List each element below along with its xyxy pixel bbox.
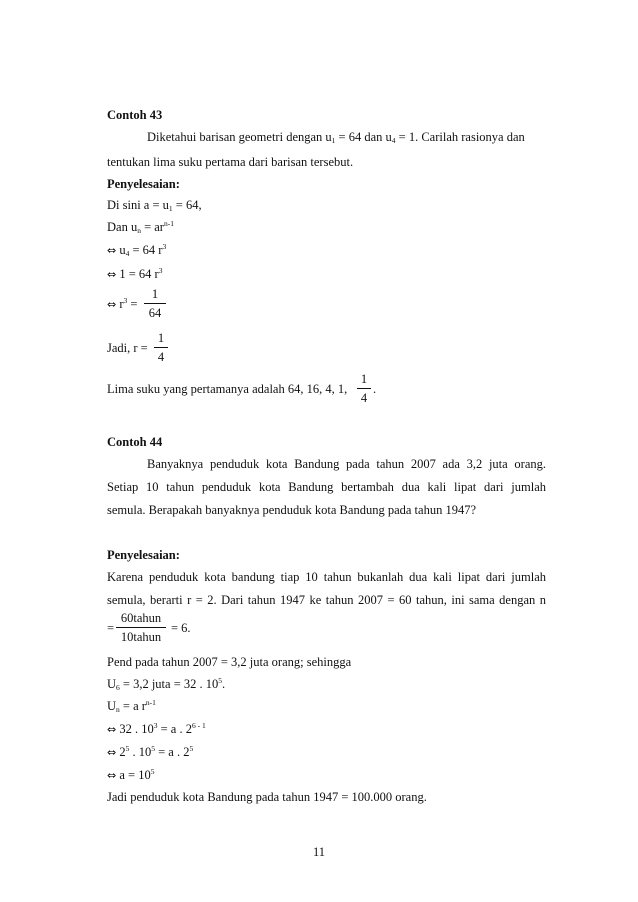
step-2-5-times-10-5: ⇔ $2^5$ . $10^5 = a$ . $2^5$ [107,744,194,759]
example-44-conclusion: Jadi penduduk kota Bandung pada tahun 1947 = 100.000 orang. [107,790,427,804]
example-44-solution-heading: Penyelesaian: [107,548,180,562]
fraction-1-over-4: 1 4 [154,331,168,364]
equivalence-arrow-icon: ⇔ [107,769,117,782]
terms-period: . [373,382,377,396]
conclusion-r-value: Jadi, r = [107,341,148,355]
u6-value: $U_6 = 3,2$ juta = 32 . $10^5$. [107,676,226,692]
step-u4-equation: ⇔ $u_4 = 64$ $r^3$ [107,242,167,258]
equals-sign: = [107,621,115,635]
n-result: = 6. [171,621,191,635]
equivalence-arrow-icon: ⇔ [107,723,117,736]
equivalence-arrow-icon: ⇔ [107,244,117,257]
fraction-1-over-64: 1 64 [144,287,166,320]
example-44-problem-line-1: Banyaknya penduduk kota Bandung pada tahun 2007 ada 3,2 juta orang. [147,457,546,471]
equivalence-arrow-icon: ⇔ [107,268,117,281]
example-43-problem-line-2: tentukan lima suku pertama dari barisan tersebut. [107,155,354,169]
step-32-times-10-3: ⇔ 32 . $10^3 = a$ . 2$^{6 - 1}$ [107,721,206,736]
example-44-title: Contoh 44 [107,435,163,449]
example-43-title: Contoh 43 [107,108,163,122]
example-43-solution-heading: Penyelesaian: [107,177,180,191]
step-r3-equation: ⇔ $r^3$ = [107,296,138,311]
population-2007: Pend pada tahun 2007 = 3,2 juta orang; sehingga [107,655,352,669]
example-44-problem-line-2: Setiap 10 tahun penduduk kota Bandung bertambah dua kali lipat dari jumlah [107,480,546,494]
fraction-1-over-4-term: 1 4 [357,372,371,405]
solution-line-2: semula, berarti r = 2. Dari tahun 1947 ke tahun 2007 = 60 tahun, ini sama dengan n [107,593,546,607]
example-43-problem-line-1: Diketahui barisan geometri dengan $u_1 = 64$ dan $u_4 = 1$. Carilah rasionya dan [147,130,525,145]
page-number: 11 [312,845,326,859]
fraction-60tahun-over-10tahun: 60tahun 10tahun [116,611,166,644]
example-44-problem-line-3: semula. Berapakah banyaknya penduduk kota Bandung pada tahun 1947? [107,503,476,517]
step-un-formula: Dan $u_n = ar^{n-1}$ [107,219,174,235]
equivalence-arrow-icon: ⇔ [107,746,117,759]
first-five-terms: Lima suku yang pertamanya adalah 64, 16, 4, 1, [107,382,348,396]
solution-line-1: Karena penduduk kota bandung tiap 10 tahun bukanlah dua kali lipat dari jumlah [107,570,546,584]
un-formula: $U_n = a$ $r^{n-1}$ [107,698,156,714]
step-1-equals-64r3: ⇔ 1 = 64 $r^3$ [107,266,163,281]
equivalence-arrow-icon: ⇔ [107,298,117,311]
step-a-equals-10-5: ⇔ $a = 10^5$ [107,767,155,782]
step-a-equals-u1: Di sini $a = u_1 = 64$, [107,198,202,213]
